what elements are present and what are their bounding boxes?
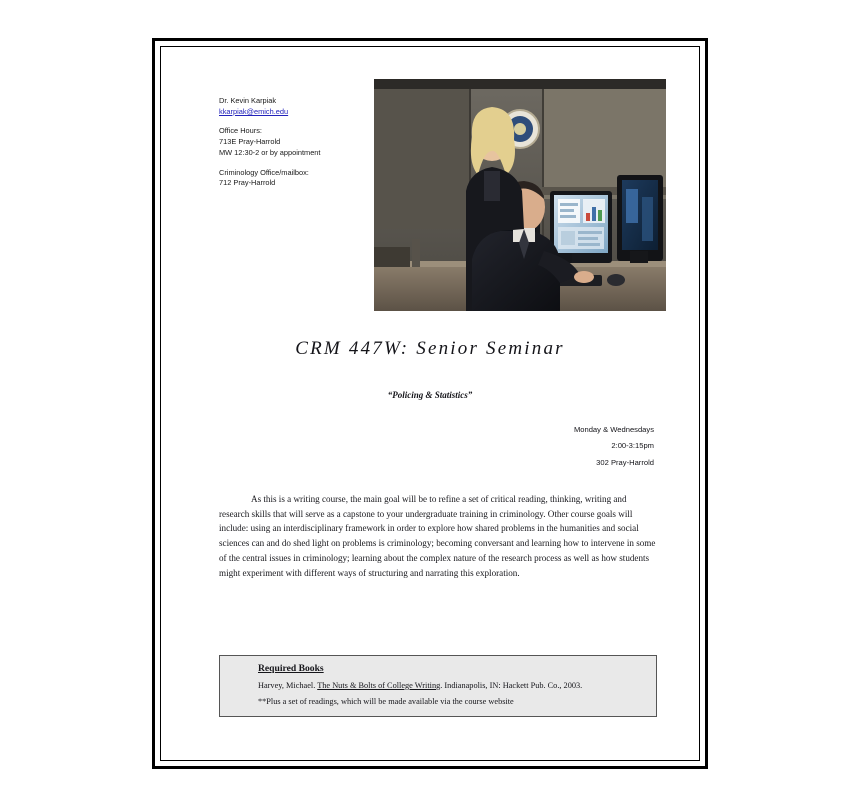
instructor-email-link[interactable]: kkarpiak@emich.edu xyxy=(219,106,289,116)
instructor-name: Dr. Kevin Karpiak xyxy=(219,96,277,105)
required-books-heading: Required Books xyxy=(258,663,324,674)
course-room: 302 Pray-Harrold xyxy=(596,457,654,467)
course-days: Monday & Wednesdays xyxy=(573,425,654,434)
course-description-text: As this is a writing course, the main goal will be to refine a set of critical reading, thinking, writing and research skills that will serve as a capstone to your undergraduate training in criminology. Other course goals will include: using an interdisciplinary framework in order to explore how shared problems in the humanities and social sciences can and do shed light on problems is criminology; becoming conversant and learning how to intervene in some of the central issues in criminology; learning about the complex nature of the research process as well as how students might experiment with different ways of structuring and narrating this exploration. xyxy=(219,494,656,578)
book-author: Harvey, Michael. xyxy=(258,681,318,690)
document-page xyxy=(152,38,708,769)
course-photo xyxy=(374,79,666,311)
office-hours-group xyxy=(219,126,399,158)
required-books-note: **Plus a set of readings, which will be made available via the course website xyxy=(258,697,514,707)
document-page-inner-border xyxy=(160,46,700,761)
mailbox-room: 712 Pray-Harrold xyxy=(219,178,276,188)
course-time: 2:00-3:15pm xyxy=(611,441,654,451)
instructor-info-block xyxy=(219,96,399,198)
course-title: CRM 447W: Senior Seminar xyxy=(295,338,565,359)
course-description xyxy=(219,492,659,580)
mailbox-label: Criminology Office/mailbox: xyxy=(219,167,309,177)
required-books-entry xyxy=(258,680,646,691)
office-hours-room: 713E Pray-Harrold xyxy=(219,137,281,147)
required-books-box xyxy=(219,655,657,717)
course-meta-block xyxy=(574,422,654,471)
office-hours-time: MW 12:30-2 or by appointment xyxy=(219,147,321,157)
course-subtitle: “Policing & Statistics” xyxy=(387,390,473,400)
book-title: The Nuts & Bolts of College Writing xyxy=(317,681,441,690)
book-publisher: . Indianapolis, IN: Hackett Pub. Co., 2003. xyxy=(440,681,583,690)
mailbox-group xyxy=(219,168,399,189)
office-hours-label: Office Hours: xyxy=(219,126,262,136)
